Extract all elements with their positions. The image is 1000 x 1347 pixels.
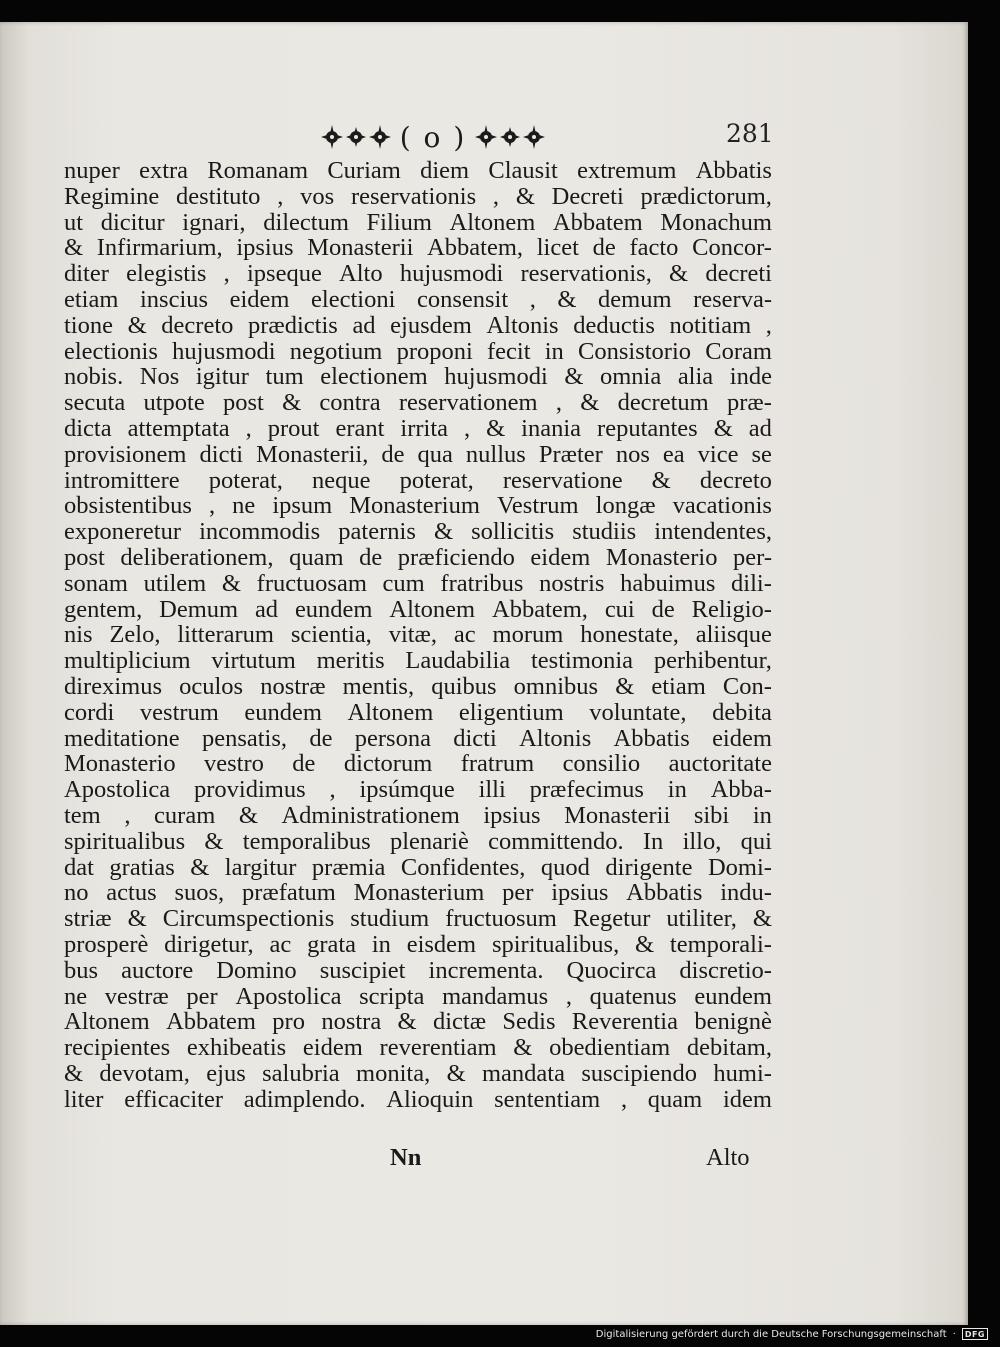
text-line: spiritualibus & temporalibus plenariè committendo. In illo, qui (64, 827, 772, 855)
text-line: nis Zelo, litterarum scientia, vitæ, ac morum honestate, aliisque (64, 621, 772, 649)
text-line: ut dicitur ignari, dilectum Filium Altonem Abbatem Monachum (64, 208, 772, 236)
page-footer (0, 1144, 968, 1174)
text-line: secuta utpote post & contra reservationem , & decretum præ- (64, 389, 772, 417)
text-line: dat gratias & largitur præmia Confidentes, quod dirigente Domi- (64, 853, 772, 881)
text-line: diter elegistis , ipseque Alto hujusmodi reservationis, & decreti (64, 260, 772, 288)
text-line: obsistentibus , ne ipsum Monasterium Vestrum longæ vacationis (64, 492, 772, 520)
catchword: Alto (706, 1144, 750, 1171)
text-line: tione & decreto prædictis ad ejusdem Altonis deductis notitiam , (64, 311, 772, 339)
text-line: Altonem Abbatem pro nostra & dictæ Sedis Reverentia benignè (64, 1008, 772, 1036)
text-line: no actus suos, præfatum Monasterium per ipsius Abbatis indu- (64, 879, 772, 907)
text-line: tem , curam & Administrationem ipsius Monasterii sibi in (64, 801, 772, 829)
text-line: ne vestræ per Apostolica scripta mandamus , quatenus eundem (64, 982, 772, 1010)
page-header (0, 117, 968, 157)
text-line: direximus oculos nostræ mentis, quibus omnibus & etiam Con- (64, 672, 772, 700)
body-text (64, 158, 772, 1112)
dfg-logo: DFG (962, 1328, 988, 1340)
text-line: nobis. Nos igitur tum electionem hujusmodi & omnia alia inde (64, 363, 772, 391)
signature-mark: Nn (390, 1144, 422, 1171)
text-line: recipientes exhibeatis eidem reverentiam & obedientiam debitam, (64, 1034, 772, 1062)
text-line: & Infirmarium, ipsius Monasterii Abbatem, licet de facto Concor- (64, 234, 772, 262)
text-line: gentem, Demum ad eundem Altonem Abbatem, cui de Religio- (64, 595, 772, 623)
text-line: meditatione pensatis, de persona dicti Altonis Abbatis eidem (64, 724, 772, 752)
ornament-icon (320, 124, 392, 150)
text-line: post deliberationem, quam de præficiendo eidem Monasterio per- (64, 543, 772, 571)
text-line: intromittere poterat, neque poterat, reservatione & decreto (64, 466, 772, 494)
text-line: cordi vestrum eundem Altonem eligentium voluntate, debita (64, 698, 772, 726)
funding-note: Digitalisierung gefördert durch die Deutsche Forschungsgemeinschaft (595, 1328, 947, 1340)
text-line: sonam utilem & fructuosam cum fratribus nostris habuimus dili- (64, 569, 772, 597)
text-line: exponeretur incommodis paternis & sollicitis studiis intendentes, (64, 518, 772, 546)
text-line: etiam inscius eidem electioni consensit , & demum reserva- (64, 285, 772, 313)
text-line: prosperè dirigetur, ac grata in eisdem spiritualibus, & temporali- (64, 930, 772, 958)
funding-credit (596, 1327, 988, 1341)
text-line: Regimine destituto , vos reservationis , & Decreti prædictorum, (64, 182, 772, 210)
ornament-icon (474, 124, 546, 150)
text-line: electionis hujusmodi negotium proponi fecit in Consistorio Coram (64, 337, 772, 365)
page-number: 281 (726, 119, 774, 148)
text-line: multiplicium virtutum meritis Laudabilia testimonia perhibentur, (64, 647, 772, 675)
text-line: Apostolica providimus , ipsúmque illi præfecimus in Abba- (64, 776, 772, 804)
separator: · (952, 1328, 956, 1340)
text-line: bus auctore Domino suscipiet incrementa. Quocirca discretio- (64, 956, 772, 984)
text-line: nuper extra Romanam Curiam diem Clausit extremum Abbatis (64, 157, 772, 184)
text-line: & devotam, ejus salubria monita, & mandata suscipiendo humi- (64, 1059, 772, 1087)
text-line: Monasterio vestro de dictorum fratrum consilio auctoritate (64, 750, 772, 778)
text-line: striæ & Circumspectionis studium fructuosum Regetur utiliter, & (64, 905, 772, 933)
text-line: provisionem dicti Monasterii, de qua nullus Præter nos ea vice se (64, 440, 772, 468)
book-page (0, 22, 968, 1325)
page-marker: ( o ) (399, 120, 467, 154)
text-line: dicta attemptata , prout erant irrita , & inania reputantes & ad (64, 414, 772, 442)
text-line: liter efficaciter adimplendo. Alioquin sententiam , quam idem (64, 1085, 772, 1113)
header-ornament-row (318, 117, 548, 157)
